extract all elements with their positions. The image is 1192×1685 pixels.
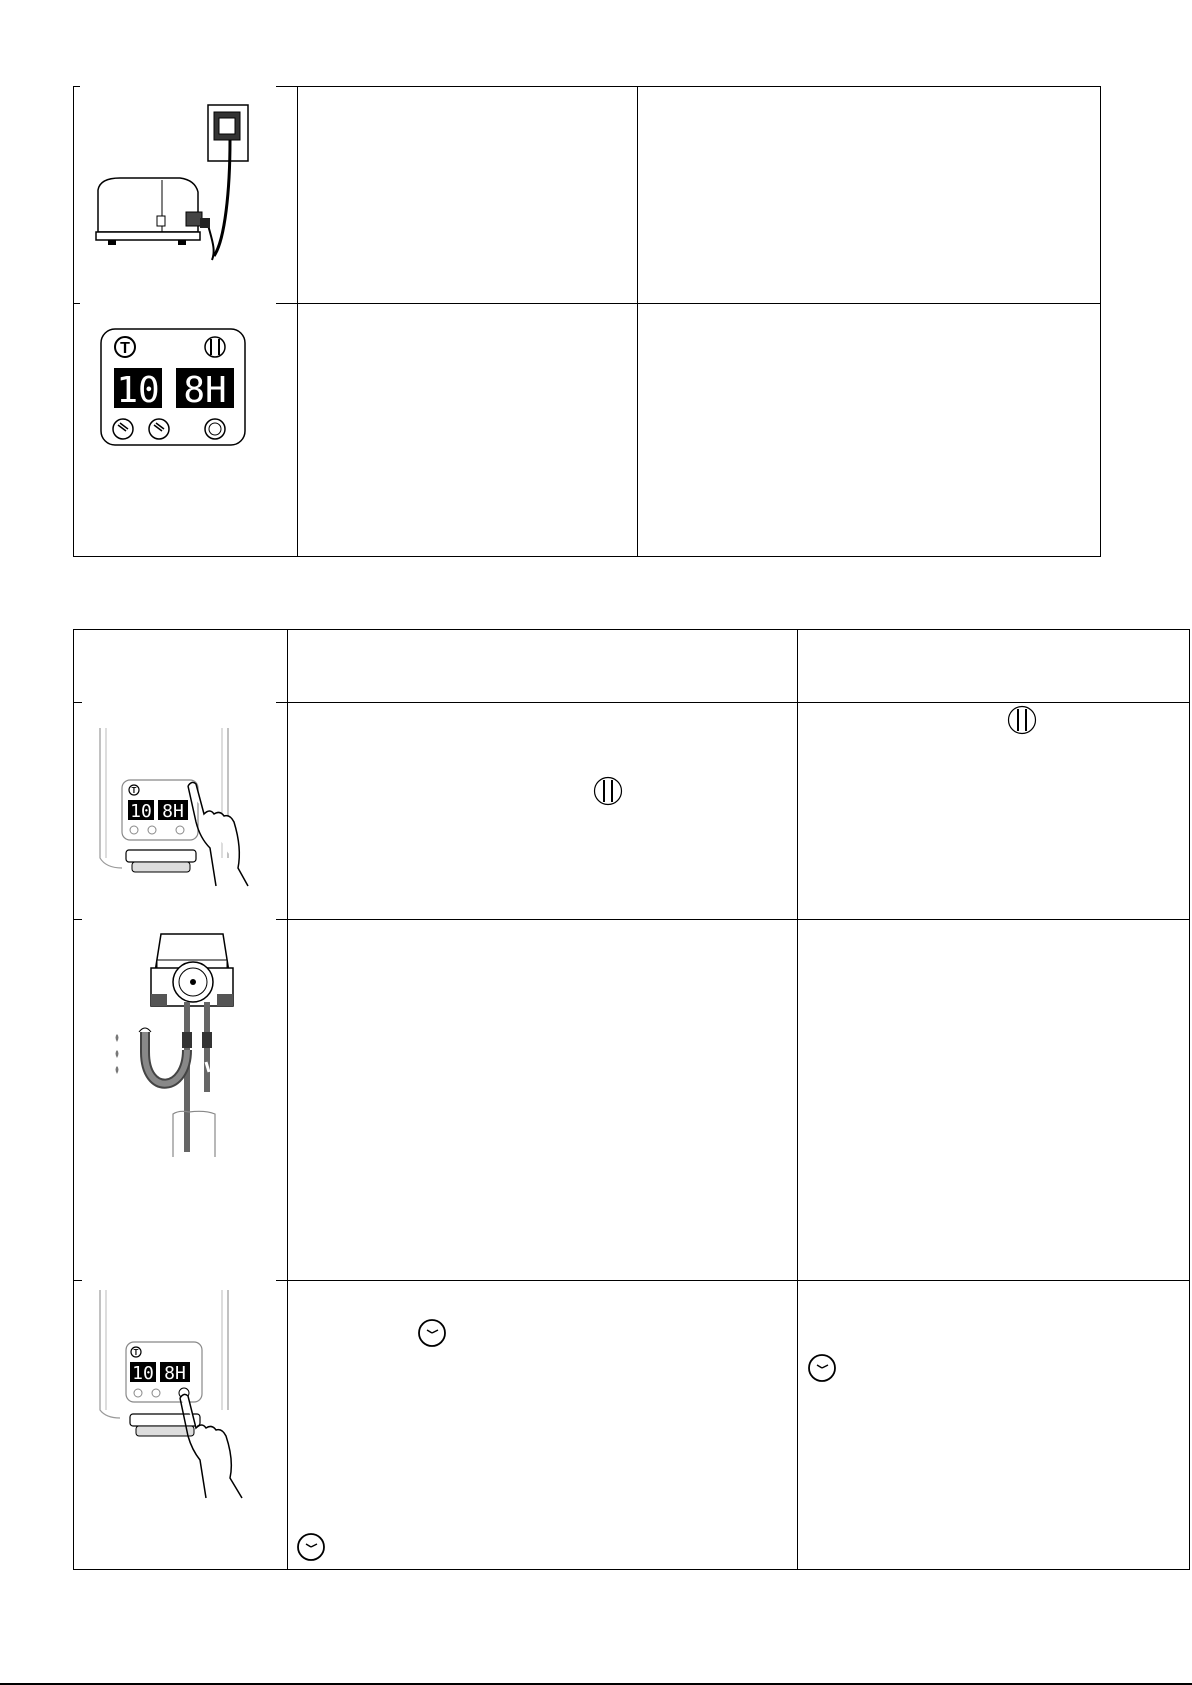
clock-icon [417, 1318, 447, 1353]
pump-power-plug-illustration [90, 100, 260, 270]
control-panel-illustration [100, 328, 246, 446]
svg-text:10: 10 [132, 1363, 154, 1384]
prime-button-icon [1007, 705, 1037, 740]
table-2-top-border [73, 629, 1190, 630]
table-2-left-border [73, 629, 74, 1570]
svg-text:8H: 8H [183, 370, 227, 411]
svg-text:8H: 8H [164, 1363, 186, 1384]
svg-text:T: T [120, 340, 130, 357]
table-2-col-divider-2 [797, 629, 798, 1570]
table-2-col-divider-1 [287, 629, 288, 1570]
svg-text:T: T [133, 1348, 139, 1357]
table-1-left-border [73, 86, 74, 557]
clock-icon [807, 1353, 837, 1388]
table-1-right-border [1100, 86, 1101, 557]
press-clock-button-illustration [92, 1290, 262, 1500]
table-2-bottom-border [73, 1569, 1190, 1570]
pump-tubing-illustration [105, 932, 275, 1157]
table-1-bottom-border [73, 556, 1101, 557]
prime-button-icon [593, 776, 623, 811]
table-1-col-divider-1 [297, 86, 298, 557]
press-prime-button-illustration [92, 718, 262, 888]
clock-icon [296, 1532, 326, 1567]
svg-text:10: 10 [116, 370, 160, 411]
table-1-col-divider-2 [637, 86, 638, 557]
table-2-right-border [1189, 629, 1190, 1570]
svg-text:8H: 8H [162, 801, 184, 822]
svg-text:T: T [131, 786, 137, 795]
svg-text:10: 10 [130, 801, 152, 822]
